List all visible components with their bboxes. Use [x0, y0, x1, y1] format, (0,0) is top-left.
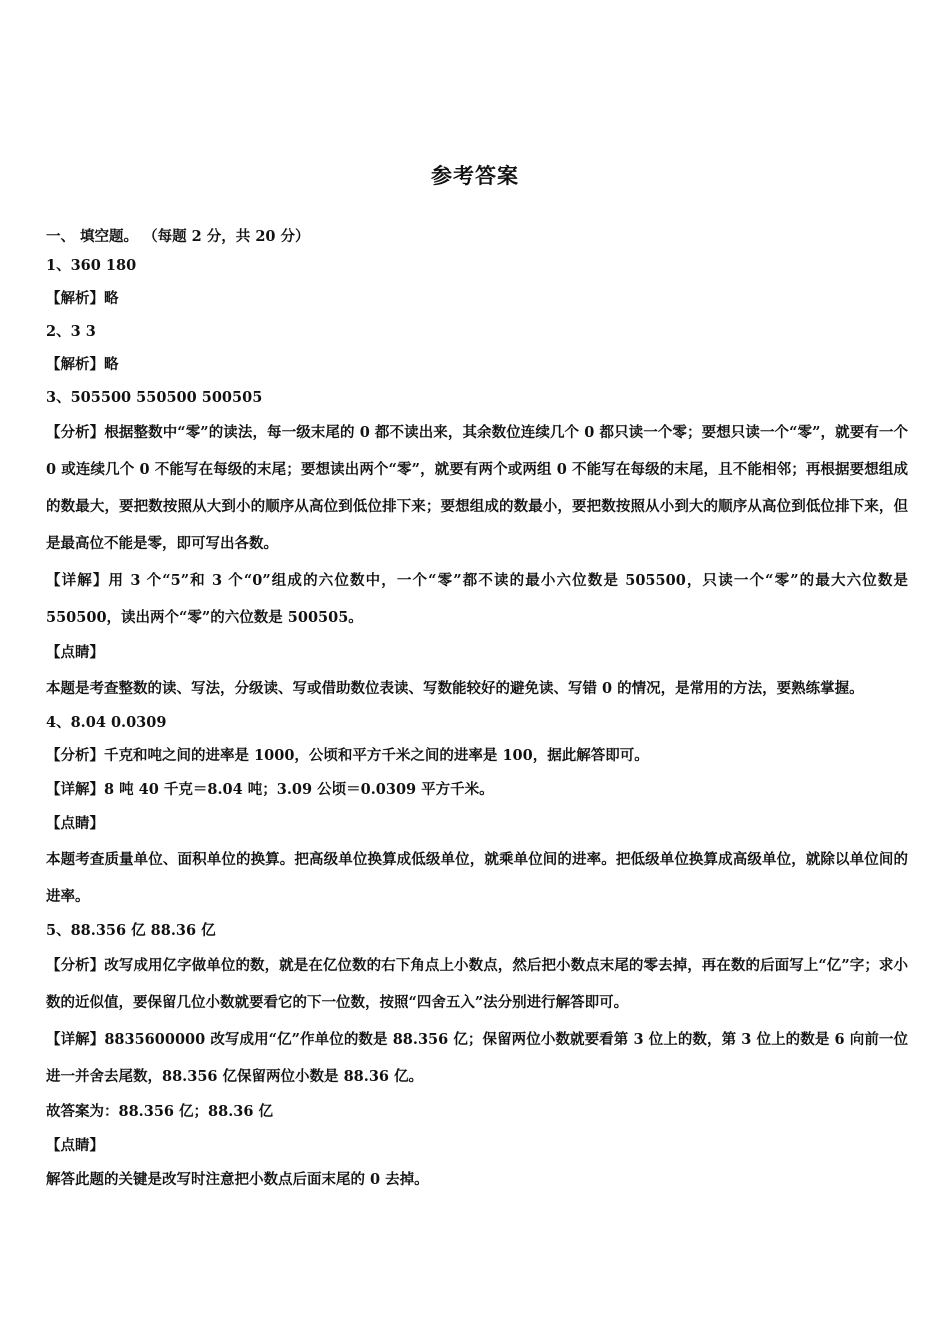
q2-answer: 2、3 3 [46, 323, 96, 340]
q4-tip-label: 【点睛】 [46, 815, 104, 832]
section-heading: 一、 填空题。 （每题 2 分，共 20 分） [46, 228, 310, 245]
q4-tip: 本题考查质量单位、面积单位的换算。把高级单位换算成低级单位，就乘单位间的进率。把低级单位换算成高级单位，就除以单位间的进率。 [46, 851, 908, 905]
q3-tip-label: 【点睛】 [46, 644, 104, 661]
q5-detail: 【详解】8835600000 改写成用“亿”作单位的数是 88.356 亿；保留两位小数就要看第 3 位上的数，第 3 位上的数是 6 向前一位进一并舍去尾数，88.356 亿保留两位小数是 88.36 亿。 [46, 1031, 908, 1085]
q5-answer: 5、88.356 亿 88.36 亿 [46, 922, 216, 939]
q5-analysis: 【分析】改写成用亿字做单位的数，就是在亿位数的右下角点上小数点，然后把小数点末尾的零去掉，再在数的后面写上“亿”字；求小数的近似值，要保留几位小数就要看它的下一位数，按照“四舍五入”法分别进行解答即可。 [46, 957, 908, 1011]
q5-tip-label: 【点睛】 [46, 1137, 104, 1154]
q1-jiexi: 【解析】略 [46, 290, 119, 307]
q4-analysis: 【分析】千克和吨之间的进率是 1000，公顷和平方千米之间的进率是 100，据此解答即可。 [46, 747, 649, 764]
q3-tip: 本题是考查整数的读、写法，分级读、写或借助数位表读、写数能较好的避免读、写错 0 的情况，是常用的方法，要熟练掌握。 [46, 680, 864, 697]
q5-tip: 解答此题的关键是改写时注意把小数点后面末尾的 0 去掉。 [46, 1171, 429, 1188]
answer-content [46, 224, 908, 1197]
q1-answer: 1、360 180 [46, 257, 137, 274]
q4-detail: 【详解】8 吨 40 千克＝8.04 吨；3.09 公顷＝0.0309 平方千米。 [46, 781, 494, 798]
q3-detail: 【详解】用 3 个“5”和 3 个“0”组成的六位数中，一个“零”都不读的最小六位数是 505500，只读一个“零”的最大六位数是 550500，读出两个“零”的六位数是 500505。 [46, 572, 908, 626]
page-title: 参考答案 [431, 164, 519, 188]
q5-conclusion: 故答案为：88.356 亿；88.36 亿 [46, 1103, 273, 1120]
q4-answer: 4、8.04 0.0309 [46, 714, 167, 731]
q3-answer: 3、505500 550500 500505 [46, 389, 263, 406]
q2-jiexi: 【解析】略 [46, 356, 119, 373]
q3-analysis: 【分析】根据整数中“零”的读法，每一级末尾的 0 都不读出来，其余数位连续几个 0 都只读一个零；要想只读一个“零”，就要有一个 0 或连续几个 0 不能写在每级的末尾；要想读出两个“零”，就要有两个或两组 0 不能写在每级的末尾，且不能相邻；再根据要想组成的数最大，要把数按照从大到小的顺序从高位到低位排下来；要想组成的数最小，要把数按照从小到大的顺序从高位到低位排下来，但是最高位不能是零，即可写出各数。 [46, 424, 908, 552]
